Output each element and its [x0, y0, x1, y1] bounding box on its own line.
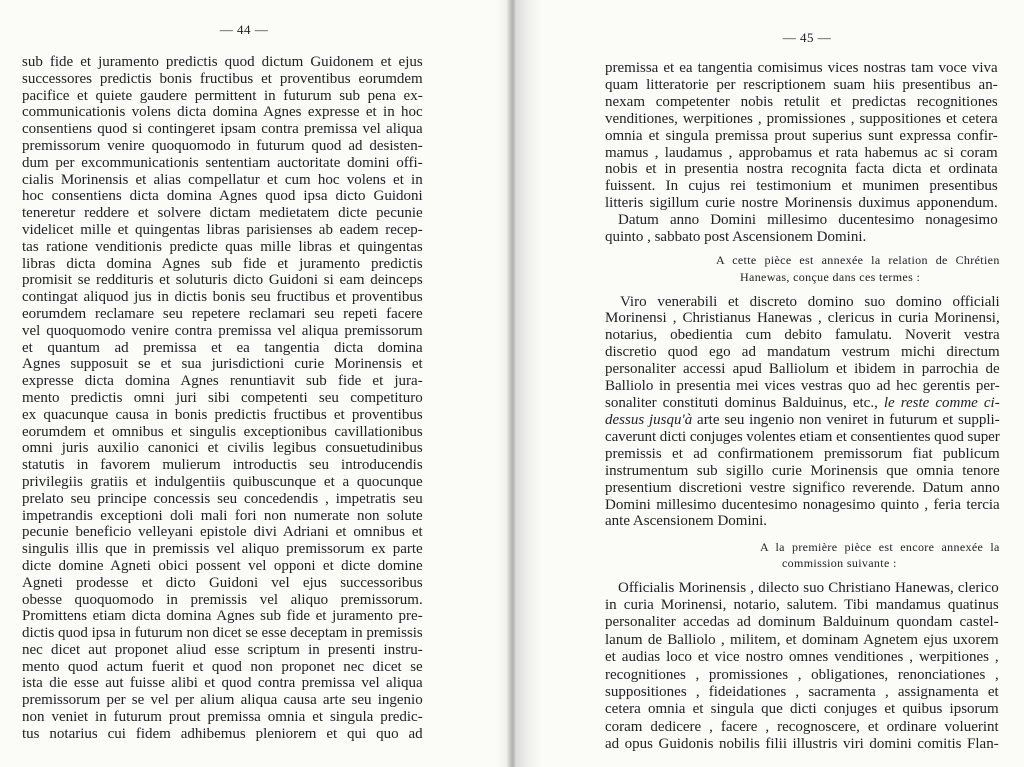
text-line: [605, 684, 999, 701]
text-segment: sonaliter constituti dominus Balduinus, etc.,: [605, 395, 878, 412]
charter-conclusion: [605, 60, 998, 246]
text-line-content: quam litteratorie per rescriptionem suam hiis presentibus an-: [605, 76, 998, 93]
text-line: [22, 272, 423, 289]
relation-text: [605, 294, 1000, 531]
text-line: [605, 580, 999, 597]
text-line: [22, 121, 423, 138]
text-line-content: impetrandis exceptioni doli mali fori non numerate non solute: [22, 507, 423, 524]
text-line: [22, 457, 423, 474]
text-line: [22, 407, 423, 424]
text-line: [605, 736, 999, 753]
text-line: [22, 675, 423, 692]
text-line: [22, 356, 423, 373]
body-text: [22, 54, 423, 743]
text-line: [605, 719, 999, 736]
italic-text: le reste comme ci-: [883, 395, 1000, 412]
text-line: [22, 256, 423, 273]
text-line: [22, 138, 423, 155]
text-line-content: Agnes supposuit se et sua jurisdictioni curie Morinensis et: [22, 356, 423, 373]
text-line-content: videlicet mille et quingentas libras parisienses ab eadem recep-: [22, 221, 423, 238]
text-line: [605, 77, 998, 94]
text-line: [22, 172, 423, 189]
text-line-content: Hanewas, conçue dans ces termes :: [740, 270, 921, 284]
text-line: [22, 54, 423, 71]
text-line-content: A la première pièce est encore annexée la: [760, 540, 1000, 554]
text-line-content: mento predictis omni juri sibi competenti seu competituro: [22, 389, 423, 406]
text-line-content: et quantum ad premissa et ea tangentia dicta domina: [22, 339, 423, 356]
text-line: [605, 60, 998, 77]
text-line: [605, 513, 1000, 530]
text-line-content: prelato seu principe concessis seu concedendis , impetratis seu: [22, 490, 423, 507]
text-line-content: commission suivante :: [782, 556, 897, 570]
text-line-content: consentiens quod si contingeret ipsam contra premissa vel aliqua: [22, 121, 423, 138]
text-line-content: ad opus Guidonis nobilis filii illustris viri domini comitis Flan-: [605, 736, 999, 753]
text-line: [22, 440, 423, 457]
text-line: [605, 412, 1000, 429]
text-line-content: A cette pièce est annexée la relation de Chrétien: [716, 253, 1000, 267]
paragraph: [605, 580, 999, 754]
text-line: [760, 539, 1000, 555]
text-line-content: personaliter accedas ad dominum Balduinum quondam castel-: [605, 614, 999, 631]
text-line: [22, 508, 423, 525]
text-line-content: mento quod actum fuerit et quod non proponet nec dicet se: [22, 658, 423, 675]
text-line: [22, 642, 423, 659]
text-line-content: recognitiones , promissiones , obligationes, renonciationes ,: [605, 666, 999, 683]
paragraph: [605, 294, 1000, 531]
text-line-content: ista die esse aut fuisse alibi et quod contra premissa vel aliqua: [22, 675, 423, 692]
text-line-content: cetera omnia et singula que dicti conjuges et quibus ipsorum: [605, 701, 999, 718]
text-line-content: premissis et ad confirmationem premissorum fiat publicum: [605, 445, 1000, 462]
text-line: [605, 497, 1000, 514]
commission-text: [605, 580, 999, 754]
text-line: [605, 344, 1000, 361]
text-line: [605, 145, 998, 162]
text-line-content: premissorum per se vel per alium aliqua causa arte seu ingenio: [22, 692, 423, 709]
text-line-content: omni juris auxilio canonici et civilis legibus consuetudinibus: [22, 440, 423, 457]
page-number: — 45 —: [782, 30, 832, 45]
text-line-content: discretio quod ego ad mandatum vestrum michi directum: [605, 344, 1000, 361]
text-line-content: statutis in favorem mulierum introductis seu introducendis: [22, 457, 423, 474]
text-line: [605, 378, 1000, 395]
text-line-content: privilegiis gratiis et indulgentiis quibuscunque et a quocunque: [22, 473, 423, 490]
text-line: [605, 212, 998, 229]
text-line: [605, 429, 1000, 446]
text-line-content: Datum anno Domini millesimo ducentesimo nonagesimo: [618, 212, 998, 229]
text-line: [22, 390, 423, 407]
text-line: [605, 701, 999, 718]
text-line: [605, 361, 1000, 378]
text-line: [22, 340, 423, 357]
text-line-content: nobis et in presentia nostra recognita facta dicta et ordinata: [605, 161, 998, 178]
right-page: [512, 0, 1024, 767]
text-line: [22, 424, 423, 441]
text-line: [605, 395, 1000, 412]
text-line-content: instrumentum sub sigillo curie Morinensis que omnia tenore: [605, 462, 1000, 479]
text-line-content: Domini millesimo ducentesimo nonagesimo quinto , feria tercia: [605, 496, 1000, 513]
text-line: [22, 188, 423, 205]
text-line-content: libras dicta domina Agnes sub fide et juramento predictis: [22, 255, 423, 272]
text-line-content: Officialis Morinensis , dilecto suo Christiano Hanewas, clerico: [618, 579, 999, 596]
text-line-content: hoc consentiens dicta domina Agnes quod ipsa dicto Guidoni: [22, 188, 423, 205]
text-line-content: presentium discretioni vestre significo reverende. Datum anno: [605, 479, 1000, 496]
italic-text: dessus jusqu'à: [605, 411, 693, 428]
text-line: [605, 446, 1000, 463]
text-line: [605, 632, 999, 649]
text-line-content: singulis illis que in premissis vel aliquo premissorum ex parte: [22, 541, 423, 558]
text-line-content: expresse dicta domina Agnes renuntiavit sub fide et jura-: [22, 373, 423, 390]
text-line: [22, 88, 423, 105]
text-line: [605, 614, 999, 631]
text-line: [22, 608, 423, 625]
text-line: [22, 575, 423, 592]
text-line-content: [605, 412, 1000, 429]
text-line-content: omnia et singula premissa prout superius sunt expressa confir-: [605, 127, 998, 144]
text-line: [605, 161, 998, 178]
page-number: — 44 —: [219, 22, 269, 37]
text-line-content: dicte domine Agneti obici possent vel opponi et dicte domine: [22, 557, 423, 574]
text-line: [22, 239, 423, 256]
text-line-content: tas ratione venditionis predicte quas mille libras et quingentas: [22, 238, 423, 255]
text-line: [605, 667, 999, 684]
text-line-content: et audias loco et vice nostro omnes venditiones , werpitiones ,: [605, 649, 999, 666]
text-line: [605, 128, 998, 145]
paragraph: [605, 212, 998, 246]
text-line-content: eorumdem reclamare seu repetere reclamari seu repeti facere: [22, 305, 423, 322]
text-line-content: dum per excommunicationis sententiam auctoritate domini offi-: [22, 154, 423, 171]
text-line-content: Morinensi , Christianus Hanewas , clericus in curia Morinensi,: [605, 310, 1000, 327]
text-line-content: successores predictis bonis fructibus et proventibus eorumdem: [22, 70, 423, 87]
text-line-content: non veniet in futurum prout premissa omnia et singula predic-: [22, 709, 423, 726]
text-line-content: venditiones, werpitiones , promissiones , suppositiones et cetera: [605, 110, 998, 127]
text-line: [22, 726, 423, 743]
text-line-content: suppositiones , fideidationes , sacramenta , assignamenta et: [605, 683, 999, 700]
text-line: [716, 269, 1000, 286]
text-line: [22, 104, 423, 121]
text-line: [605, 480, 1000, 497]
text-line-content: Balliolo in presentia mei vices vestras quo ad hec gerentis per-: [605, 378, 1000, 395]
text-line-content: eorumdem et omnibus et singulis exceptionibus cavillationibus: [22, 423, 423, 440]
text-line-content: lanum de Balliolo , militem, et dominam Agnetem ejus uxorem: [605, 631, 999, 648]
text-line: [605, 310, 1000, 327]
text-line-content: ex quacunque causa in bonis predictis fructibus et proventibus: [22, 406, 423, 423]
text-line: [605, 649, 999, 666]
text-line: [605, 94, 998, 111]
text-line: [605, 463, 1000, 480]
text-line-content: coram dedicere , facere , recognoscere, et ordinare voluerint: [605, 718, 999, 735]
editorial-note: [716, 252, 1000, 286]
text-segment: arte seu ingenio non veniret in futurum et suppli-: [697, 411, 1000, 428]
text-line: [22, 659, 423, 676]
text-line-content: mamus , laudamus , approbamus et rata habemus ac si coram: [605, 144, 998, 161]
text-line: [605, 178, 998, 195]
text-line-content: vel quoquomodo venire contra premissa vel aliqua premissorum: [22, 322, 423, 339]
text-line-content: obesse quoquomodo in premissis vel aliquo premissorum.: [22, 591, 423, 608]
text-line-content: quinto , sabbato post Ascensionem Domini.: [605, 229, 867, 246]
text-line: [22, 692, 423, 709]
text-line: [22, 289, 423, 306]
text-line: [22, 306, 423, 323]
text-line: [605, 294, 1000, 311]
text-line: [605, 229, 998, 246]
text-line: [22, 592, 423, 609]
text-line-content: pacifice et quiete gaudere permittent in futurum sub pena ex-: [22, 87, 423, 104]
text-line-content: nec dicet aut proponet aliud esse scriptum in presenti instru-: [22, 641, 423, 658]
text-line-content: communicationis volens dicta domina Agnes expresse et in hoc: [22, 104, 423, 121]
text-line: [22, 491, 423, 508]
text-line: [22, 205, 423, 222]
text-line-content: nexam competenter nobis retulit et predictas recognitiones: [605, 93, 998, 110]
text-line: [22, 541, 423, 558]
text-line-content: Viro venerabili et discreto domino suo domino officiali: [620, 293, 1000, 310]
text-line-content: notarius, obedientia cum debito famulatu. Noverit vestra: [605, 327, 1000, 344]
text-line-content: contingat aliquod jus in dictis bonis seu fructibus et proventibus: [22, 289, 423, 306]
paragraph: [22, 54, 423, 743]
text-line: [22, 323, 423, 340]
text-line-content: in curia Morinensi, notario, salutem. Tibi mandamus quatinus: [605, 596, 999, 613]
paragraph: [760, 539, 1000, 571]
text-line-content: dictis quod ipsa in futurum non dicet se esse deceptam in premissis: [22, 625, 423, 642]
text-line: [22, 625, 423, 642]
text-line-content: ante Ascensionem Domini.: [605, 513, 768, 530]
text-line-content: teneretur reddere et solvere dictam medietatem dicte pecunie: [22, 205, 423, 222]
text-line: [605, 111, 998, 128]
text-line-content: caverunt dicti conjuges volentes etiam et consentientes quod super: [605, 428, 1000, 445]
text-line: [22, 474, 423, 491]
text-line: [716, 252, 1000, 269]
text-line: [22, 709, 423, 726]
text-line-content: Promittens etiam dicta domina Agnes sub fide et juramento pre-: [22, 608, 423, 625]
text-line-content: sub fide et juramento predictis quod dictum Guidonem et ejus: [22, 54, 423, 70]
text-line-content: [605, 395, 1000, 412]
text-line: [22, 71, 423, 88]
text-line-content: fuissent. In cujus rei testimonium et munimen presentibus: [605, 178, 998, 195]
paragraph: [605, 60, 998, 212]
text-line: [22, 373, 423, 390]
text-line: [605, 327, 1000, 344]
paragraph: [716, 252, 1000, 286]
text-line: [605, 195, 998, 212]
text-line: [605, 597, 999, 614]
text-line-content: promisit se reddituris et soluturis dicto Guidoni si eam deinceps: [22, 272, 423, 289]
text-line: [22, 558, 423, 575]
text-line: [22, 155, 423, 172]
text-line-content: cialis Morinensis et alias compellatur et cum hoc volens et in: [22, 171, 423, 188]
text-line: [22, 524, 423, 541]
text-line: [760, 555, 1000, 571]
text-line-content: premissa et ea tangentia comisimus vices nostras tam voce viva: [605, 60, 998, 76]
text-line: [22, 222, 423, 239]
text-line-content: litteris sigillum curie nostre Morinensis duximus apponendum.: [605, 195, 998, 212]
editorial-note: [760, 539, 1000, 571]
text-line-content: premissorum venire quoquomodo in futurum quod ad desisten-: [22, 137, 423, 154]
text-line-content: personaliter accessi apud Balliolum et ibidem in parrochia de: [605, 361, 1000, 378]
text-line-content: pecunie beneficio velleyani epistole divi Adriani et omnibus et: [22, 524, 423, 541]
text-line-content: Agneti prodesse et dicto Guidoni vel ejus successoribus: [22, 574, 423, 591]
text-line-content: tus notarius cui fidem adhibemus pleniorem et qui quo ad: [22, 725, 423, 742]
